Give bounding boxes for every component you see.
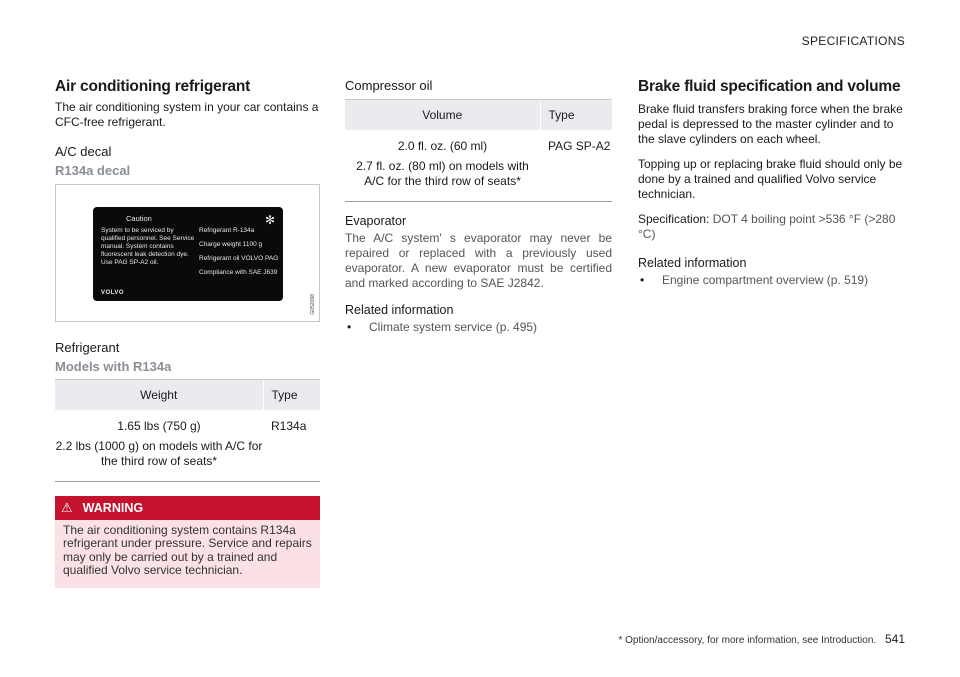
ac-intro-text: The air conditioning system in your car contains a CFC-free refrigerant. — [55, 100, 319, 129]
warning-header — [55, 496, 320, 520]
section-header: SPECIFICATIONS — [801, 34, 905, 48]
decal-left-text: System to be serviced by qualified personnel. See Service manual. System contains fluorescent leak detection dye. Use PAG SP-A2 oil. — [101, 227, 195, 266]
spec-label: Specification: — [638, 212, 710, 226]
refrigerant-table — [55, 379, 320, 482]
models-r134a-heading: Models with R134a — [55, 359, 172, 374]
page-footer — [618, 632, 905, 646]
brake-fluid-spec — [638, 212, 908, 242]
table-header-type: Type — [540, 100, 612, 130]
warning-box — [55, 496, 320, 588]
table-row — [55, 410, 320, 482]
warning-text: The air conditioning system contains R134a refrigerant under pressure. Service and repairs may only be carried out by a trained and qualified Volvo service technician. — [63, 522, 312, 577]
related-info-heading: Related information — [345, 302, 454, 317]
decal-line: Compliance with SAE J639 — [199, 269, 278, 276]
footnote-text: * Option/accessory, for more information, see Introduction. — [618, 635, 877, 646]
table-header-volume: Volume — [345, 100, 540, 130]
evaporator-text: The A/C system' s evaporator may never be repaired or replaced with a previously used evaporator. A new evaporator must be certified and marked according to SAE J2842. — [345, 230, 612, 290]
decal-caption: Caution — [126, 214, 152, 223]
brake-fluid-para-1: Brake fluid transfers braking force when the brake pedal is depressed to the master cylinder and to the slave cylinders on each wheel. — [638, 102, 903, 146]
r134a-decal-heading: R134a decal — [55, 163, 131, 178]
related-info-list — [638, 273, 908, 288]
decal-right-text — [199, 224, 279, 280]
compressor-oil-heading: Compressor oil — [345, 78, 433, 93]
volvo-logo: VOLVO — [101, 290, 125, 296]
type-cell: PAG SP-A2 — [540, 130, 612, 202]
column-ac-refrigerant — [55, 78, 320, 588]
weight-line: 1.65 lbs (750 g) — [117, 418, 201, 433]
warning-triangle-icon: ⚠ — [61, 499, 73, 515]
ac-decal-heading: A/C decal — [55, 144, 112, 159]
compressor-oil-table — [345, 99, 612, 202]
table-header-type: Type — [263, 380, 320, 410]
decal-line: Refrigerant R-134a — [199, 227, 255, 234]
refrigerant-heading: Refrigerant — [55, 340, 120, 355]
weight-cell — [55, 410, 263, 482]
brake-fluid-title: Brake fluid specification and volume — [638, 78, 901, 95]
caution-decal-image — [93, 207, 283, 301]
weight-line: 2.2 lbs (1000 g) on models with A/C for the third row of seats* — [55, 438, 263, 468]
evaporator-heading: Evaporator — [345, 213, 407, 228]
type-cell: R134a — [263, 410, 320, 482]
ac-refrigerant-title: Air conditioning refrigerant — [55, 78, 251, 95]
column-brake-fluid — [638, 78, 908, 288]
figure-number: G052098 — [310, 294, 316, 315]
column-compressor-oil — [345, 78, 612, 335]
volume-line: 2.7 fl. oz. (80 ml) on models with A/C for the third row of seats* — [356, 158, 529, 188]
page-number: 541 — [884, 632, 905, 646]
warning-title: WARNING — [82, 500, 144, 515]
decal-line: Charge weight 1100 g — [199, 241, 263, 248]
table-row — [345, 130, 612, 202]
brake-fluid-para-2: Topping up or replacing brake fluid should only be done by a trained and qualified Volvo service technician. — [638, 157, 903, 201]
snowflake-icon: ✻ — [264, 213, 275, 227]
decal-line: Refrigerant oil VOLVO PAG — [199, 255, 279, 262]
table-header-weight: Weight — [55, 380, 263, 410]
volume-cell — [345, 130, 540, 202]
decal-figure — [55, 184, 320, 322]
related-info-list — [345, 320, 612, 335]
spec-value: DOT 4 boiling point >536 °F (>280 °C) — [638, 212, 896, 241]
related-link-climate-service[interactable]: • Climate system service (p. 495) — [345, 320, 612, 335]
related-info-heading: Related information — [638, 256, 747, 270]
volume-line: 2.0 fl. oz. (60 ml) — [397, 138, 488, 153]
related-link-engine-compartment[interactable]: • Engine compartment overview (p. 519) — [638, 273, 908, 288]
